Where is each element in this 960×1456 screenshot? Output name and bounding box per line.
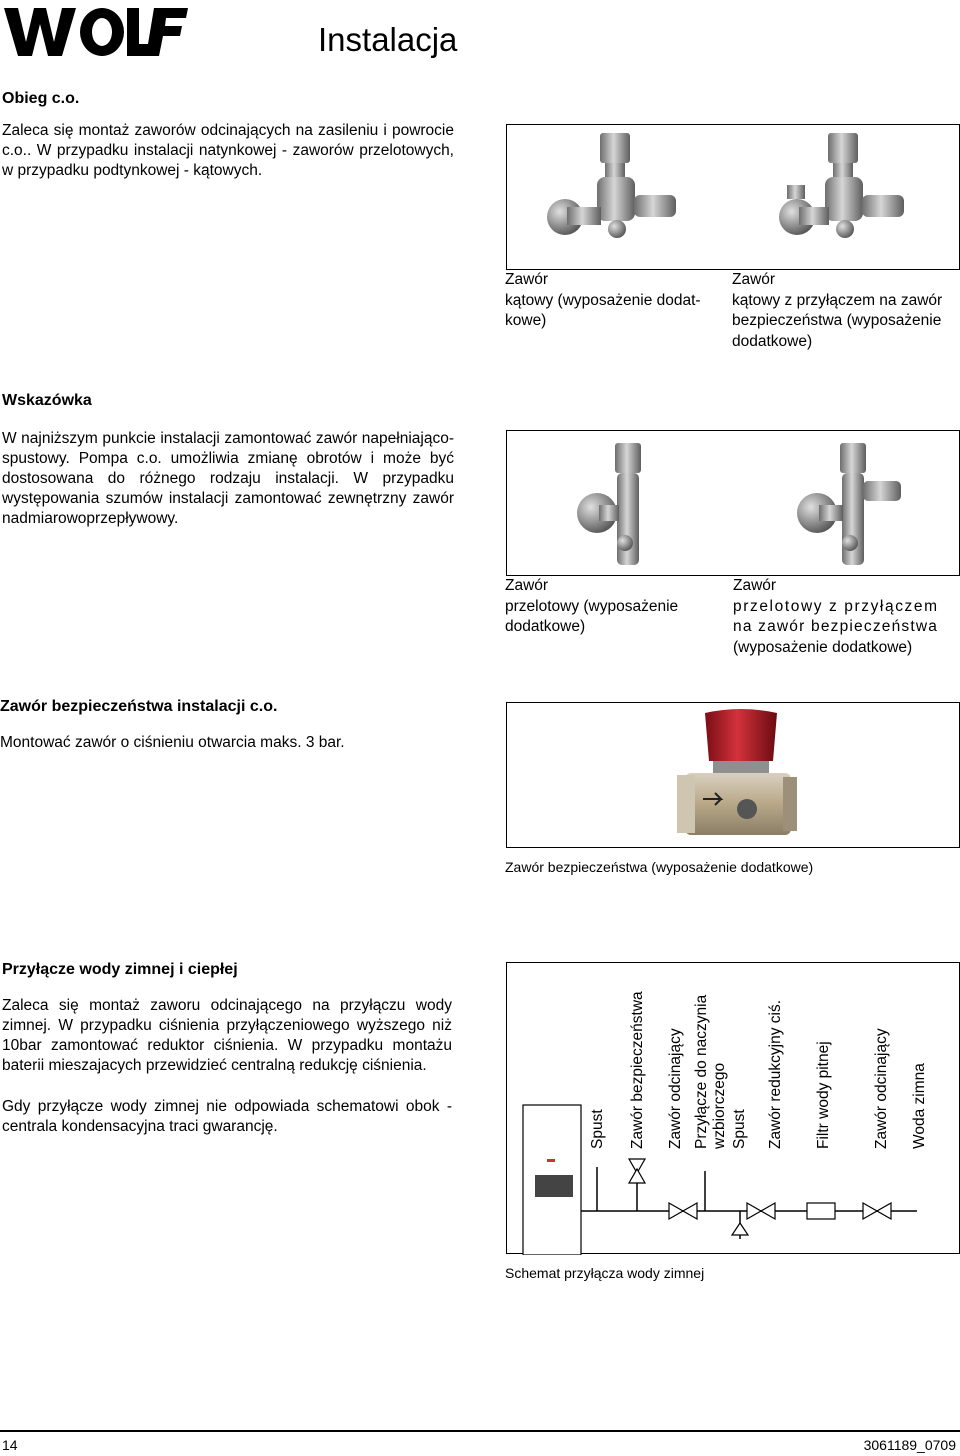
angle-valve-illustration: [507, 125, 960, 271]
safety-valve-caption: Zawór bezpieczeństwa (wyposażenie dodatkowe): [505, 859, 814, 875]
safety-valve-heading: Zawór bezpieczeństwa instalacji c.o.: [0, 698, 278, 715]
boiler-unit: [523, 1105, 581, 1255]
label-cold-water: Woda zimna: [911, 1063, 928, 1149]
footer-rule: [0, 1430, 960, 1432]
note-heading: Wskazówka: [2, 392, 92, 409]
page-number: 14: [2, 1437, 18, 1453]
document-number: 3061189_0709: [863, 1437, 956, 1453]
straight-valve-with-port-caption: Zawór przelotowy z przyłączem na zawór bezpieczeństwa (wyposażenie dodatkowe): [733, 577, 939, 656]
label-drinking-water-filter: Filtr wody pitnej: [815, 1041, 832, 1149]
safety-valve-illustration: [507, 703, 960, 849]
label-shutoff-valve-1: Zawór odcinający: [667, 1028, 684, 1149]
cold-water-schematic-frame: [506, 962, 960, 1254]
section-co-paragraph: Zaleca się montaż zaworów odcinających na zasileniu i powrocie c.o.. W przypadku instalacji natynkowej - zaworów przelotowych, w przypadku podtynkowej - kątowych.: [2, 122, 454, 179]
label-shutoff-valve-2: Zawór odcinający: [873, 1028, 890, 1149]
label-safety-valve: Zawór bezpieczeństwa: [629, 991, 646, 1149]
straight-valves-image-frame: [506, 430, 960, 576]
water-connection-heading: Przyłącze wody zimnej i ciepłej: [2, 961, 238, 978]
label-pressure-reducer: Zawór redukcyjny ciś.: [767, 999, 784, 1149]
valve-angle-1: [547, 133, 676, 238]
angle-valve-with-port-caption: Zawór kątowy z przyłączem na zawór bezpieczeństwa (wyposażenie dodatkowe): [732, 271, 943, 350]
straight-valve-illustration: [507, 431, 960, 577]
label-drain-2: Spust: [731, 1109, 748, 1149]
section-heading-co: Obieg c.o.: [2, 90, 80, 107]
schematic-caption: Schemat przyłącza wody zimnej: [505, 1265, 705, 1281]
label-expansion-vessel-port-2: wzbiorczego: [711, 1062, 728, 1149]
water-connection-paragraph: Zaleca się montaż zaworu odcinającego na przyłączu wody zimnej. W przypadku ciśnienia przyłączeniowego wyższego niż 10bar zamontować reduktor ciśnienia. W przypadku montażu baterii mieszajacych przewidzieć centralną redukcję ciśnienia.: [2, 997, 452, 1074]
valve-angle-2: [779, 133, 904, 238]
wolf-logo: [4, 6, 188, 58]
valve-straight-2: [797, 443, 901, 565]
note-paragraph: W najniższym punkcie instalacji zamontować zawór napełniająco-spustowy. Pompa c.o. umożliwia zmianę obrotów i może być dostosowana do różnego rodzaju instalacji. W przypadku występowania szumów instalacji zamontować zewnętrzny zawór nadmiarowoprzepływowy.: [2, 430, 454, 527]
straight-valve-caption: Zawór przelotowy (wyposażenie dodatkowe): [505, 577, 679, 635]
water-connection-paragraph-2: Gdy przyłącze wody zimnej nie odpowiada schematowi obok - centrala kondensacyjna traci gwarancję.: [2, 1098, 452, 1135]
valve-straight-1: [577, 443, 641, 565]
page-title: Instalacja: [318, 21, 458, 58]
label-expansion-vessel-port: Przyłącze do naczynia: [693, 994, 710, 1149]
safety-valve-image-frame: [506, 702, 960, 848]
safety-valve-paragraph: Montować zawór o ciśnieniu otwarcia maks. 3 bar.: [0, 734, 345, 751]
label-drain-1: Spust: [589, 1109, 606, 1149]
angle-valve-caption: Zawór kątowy (wyposażenie dodat- kowe): [505, 271, 701, 329]
angle-valves-image-frame: [506, 124, 960, 270]
